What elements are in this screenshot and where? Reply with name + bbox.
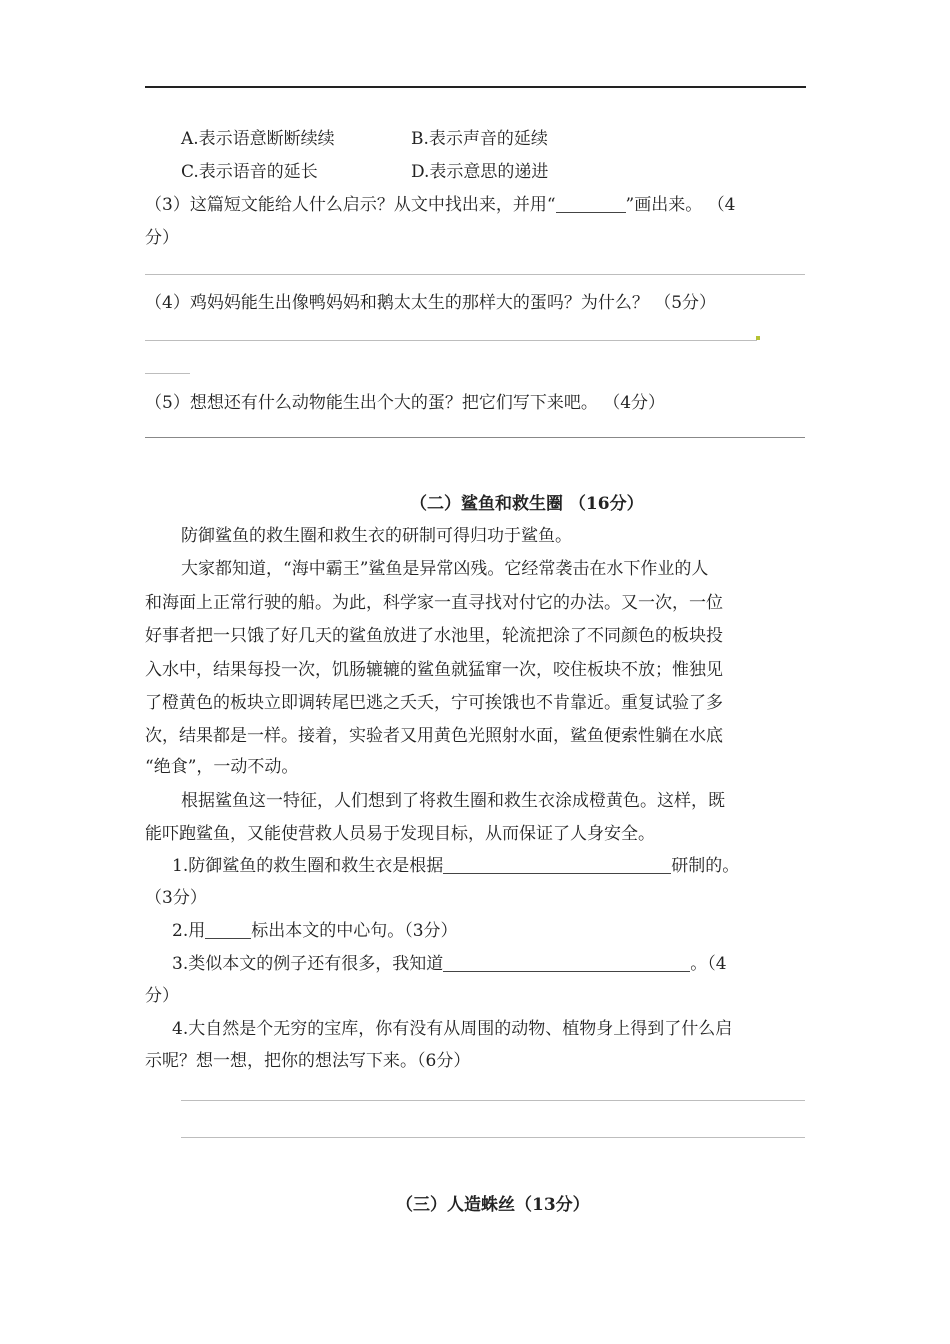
stray-mark — [756, 336, 760, 340]
s2-question-3-text: 3.类似本文的例子还有很多，我知道 — [172, 954, 444, 974]
answer-line[interactable] — [145, 373, 190, 374]
question-3 — [145, 190, 735, 215]
s2-question-2-suffix: 标出本文的中心句。（3分） — [251, 921, 458, 941]
passage-line: 次，结果都是一样。接着，实验者又用黄色光照射水面，鲨鱼便索性躺在水底 — [145, 726, 723, 746]
passage-line: 了橙黄色的板块立即调转尾巴逃之夭夭，宁可挨饿也不肯靠近。重复试验了多 — [145, 693, 723, 713]
passage-line: 能吓跑鲨鱼，又能使营救人员易于发现目标，从而保证了人身安全。 — [145, 824, 655, 844]
s2-question-1 — [172, 851, 739, 876]
option-d: D.表示意思的递进 — [411, 162, 549, 182]
answer-line[interactable] — [145, 274, 805, 275]
passage-line: 和海面上正常行驶的船。为此，科学家一直寻找对付它的办法。又一次，一位 — [145, 593, 723, 613]
s2-question-1-points: （3分） — [145, 888, 207, 908]
question-3-text: （3）这篇短文能给人什么启示？从文中找出来，并用“ — [145, 195, 556, 215]
s2-question-1-suffix: 研制的。 — [671, 856, 740, 876]
question-5: （5）想想还有什么动物能生出个大的蛋？把它们写下来吧。 （4分） — [145, 393, 666, 413]
option-a: A.表示语意断断续续 — [181, 129, 335, 149]
option-c: C.表示语音的延长 — [181, 162, 318, 182]
passage-line: 好事者把一只饿了好几天的鲨鱼放进了水池里，轮流把涂了不同颜色的板块投 — [145, 626, 723, 646]
answer-line[interactable] — [181, 1137, 805, 1138]
s2-question-2-text: 2.用 — [172, 921, 206, 941]
answer-line[interactable] — [145, 437, 805, 438]
section-3-title: （三）人造蛛丝（13分） — [396, 1195, 590, 1215]
s2-question-3-suffix: 。（4 — [690, 954, 727, 974]
header-rule — [145, 86, 806, 88]
s2-question-4: 4.大自然是个无穷的宝库，你有没有从周围的动物、植物身上得到了什么启 — [172, 1019, 733, 1039]
answer-line[interactable] — [145, 340, 757, 341]
question-3-points: ”画出来。 （4 — [625, 195, 736, 215]
s2-question-3-points: 分） — [145, 986, 179, 1006]
question-3-continuation: 分） — [145, 228, 179, 248]
passage-paragraph-1: 防御鲨鱼的救生圈和救生衣的研制可得归功于鲨鱼。 — [181, 526, 572, 546]
s2-question-3-blank[interactable] — [443, 954, 690, 972]
passage-line: 根据鲨鱼这一特征，人们想到了将救生圈和救生衣涂成橙黄色。这样，既 — [181, 791, 725, 811]
passage-line: 大家都知道，“海中霸王”鲨鱼是异常凶残。它经常袭击在水下作业的人 — [181, 559, 709, 579]
question-3-blank — [556, 195, 626, 213]
answer-line[interactable] — [181, 1100, 805, 1101]
s2-question-1-blank[interactable] — [443, 856, 671, 874]
section-2-title: （二）鲨鱼和救生圈 （16分） — [410, 494, 644, 514]
s2-question-1-text: 1.防御鲨鱼的救生圈和救生衣是根据 — [172, 856, 444, 876]
question-4: （4）鸡妈妈能生出像鸭妈妈和鹅太太生的那样大的蛋吗？为什么？ （5分） — [145, 293, 717, 313]
s2-question-3 — [172, 949, 727, 974]
option-b: B.表示声音的延续 — [411, 129, 548, 149]
passage-line: “绝食”，一动不动。 — [145, 757, 299, 777]
s2-question-4-cont: 示呢？想一想，把你的想法写下来。（6分） — [145, 1051, 471, 1071]
passage-line: 入水中，结果每投一次，饥肠辘辘的鲨鱼就猛窜一次，咬住板块不放；惟独见 — [145, 660, 723, 680]
s2-question-2-blank — [205, 921, 251, 939]
s2-question-2 — [172, 916, 458, 941]
